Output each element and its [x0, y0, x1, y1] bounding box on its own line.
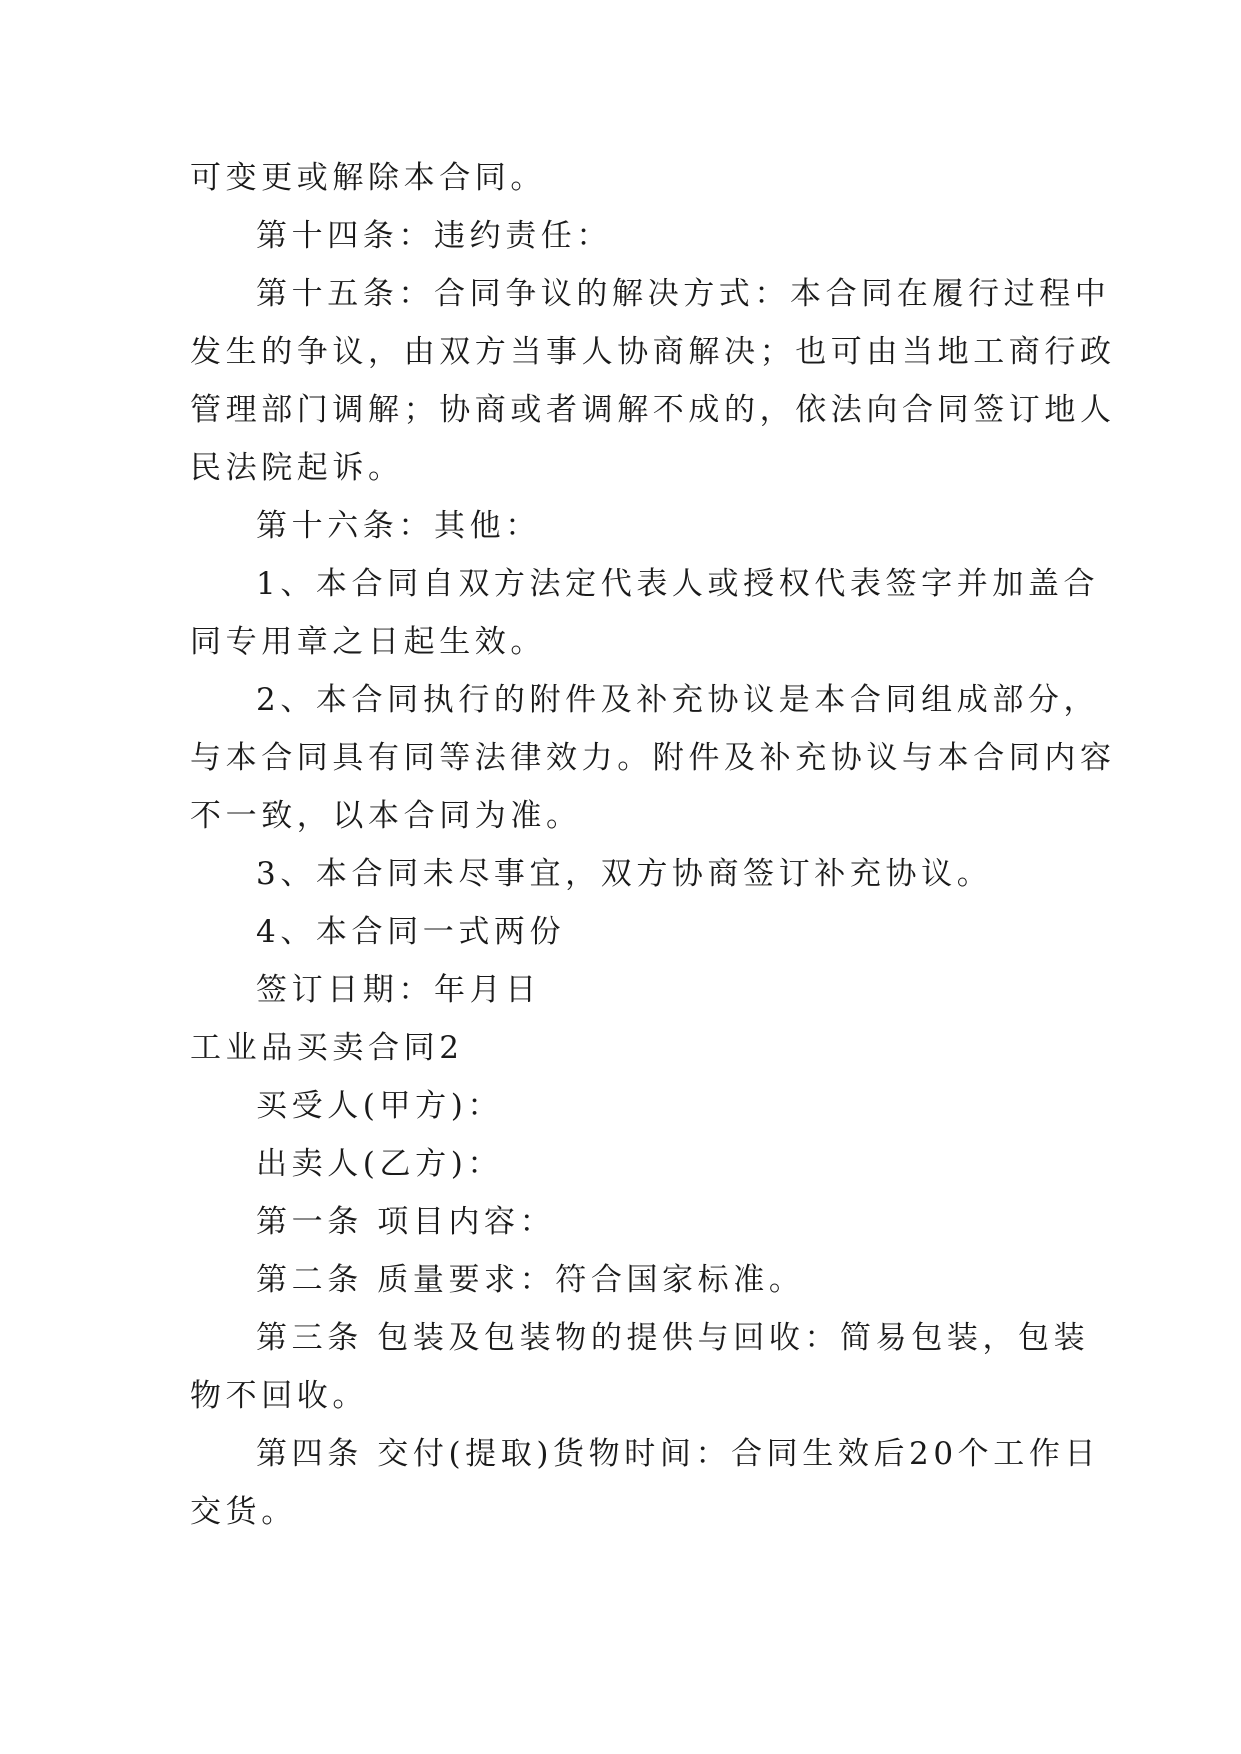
article-4-text: 第四条 交付(提取)货物时间：合同生效后20个工作日	[256, 1436, 1101, 1472]
clause-2-text: 2、本合同执行的附件及补充协议是本合同组成部分，	[256, 682, 1100, 718]
text-line: 与本合同具有同等法律效力。附件及补充协议与本合同内容	[190, 740, 1116, 776]
article-15-text: 第十五条：合同争议的解决方式：本合同在履行过程中	[256, 276, 1111, 312]
text-line: 物不回收。	[190, 1378, 368, 1414]
clause-4-text: 4、本合同一式两份	[256, 914, 566, 950]
clause-3-text: 3、本合同未尽事宜，双方协商签订补充协议。	[256, 856, 993, 892]
text-line: 同专用章之日起生效。	[190, 624, 546, 660]
text-line: 发生的争议，由双方当事人协商解决；也可由当地工商行政	[190, 334, 1116, 370]
text-line: 不一致，以本合同为准。	[190, 798, 582, 834]
section-title: 工业品买卖合同2	[190, 1030, 464, 1066]
article-1-heading: 第一条 项目内容：	[256, 1204, 556, 1240]
signing-date: 签订日期：年月日	[256, 972, 541, 1008]
article-2-text: 第二条 质量要求：符合国家标准。	[256, 1262, 805, 1298]
text-line: 交货。	[190, 1494, 297, 1530]
clause-1-text: 1、本合同自双方法定代表人或授权代表签字并加盖合	[256, 566, 1100, 602]
text-line: 可变更或解除本合同。	[190, 160, 546, 196]
seller-party: 出卖人(乙方)：	[256, 1146, 503, 1182]
article-3-text: 第三条 包装及包装物的提供与回收：简易包装，包装	[256, 1320, 1090, 1356]
article-14-heading: 第十四条：违约责任：	[256, 218, 612, 254]
article-16-heading: 第十六条：其他：	[256, 508, 541, 544]
text-line: 管理部门调解；协商或者调解不成的，依法向合同签订地人	[190, 392, 1116, 428]
text-line: 民法院起诉。	[190, 450, 404, 486]
buyer-party: 买受人(甲方)：	[256, 1088, 503, 1124]
